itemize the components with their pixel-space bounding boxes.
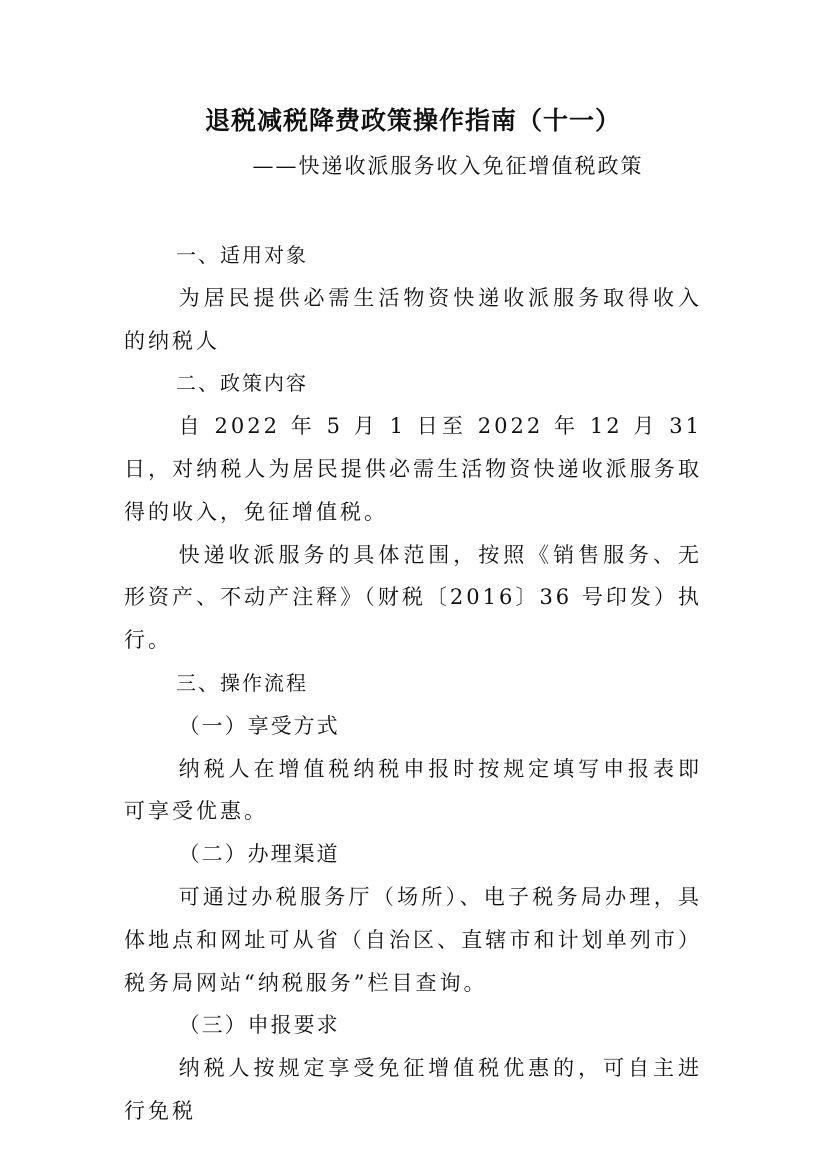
section-heading-policy: 二、政策内容: [176, 371, 308, 396]
document-subtitle: ——快递收派服务收入免征增值税政策: [252, 154, 644, 178]
subheading-requirement: （三）申报要求: [178, 1013, 340, 1038]
section-heading-applicable: 一、适用对象: [176, 243, 308, 267]
paragraph-applicable: 为居民提供必需生活物资快递收派服务取得收入的纳税人: [124, 285, 702, 353]
document-body: [124, 234, 702, 1133]
document-title: 退税减税降费政策操作指南（十一）: [204, 106, 621, 135]
paragraph-scope: 快递收派服务的具体范围，按照《销售服务、无形资产、不动产注释》（财税〔2016〕36 号印发）执行。: [124, 542, 702, 653]
paragraph-policy: 自 2022 年 5 月 1 日至 2022 年 12 月 31 日，对纳税人为居民提供必需生活物资快递收派服务取得的收入，免征增值税。: [124, 414, 702, 524]
subheading-method: （一）享受方式: [178, 713, 340, 738]
paragraph-requirement: 纳税人按规定享受免征增值税优惠的，可自主进行免税: [124, 1056, 702, 1123]
paragraph-method: 纳税人在增值税纳税申报时按规定填写申报表即可享受优惠。: [124, 756, 702, 824]
section-heading-process: 三、操作流程: [176, 670, 308, 695]
paragraph-channel: 可通过办税服务厅（场所）、电子税务局办理，具体地点和网址可从省（自治区、直辖市和计划单列市）税务局网站“纳税服务”栏目查询。: [124, 884, 702, 995]
subheading-channel: （二）办理渠道: [178, 842, 340, 867]
